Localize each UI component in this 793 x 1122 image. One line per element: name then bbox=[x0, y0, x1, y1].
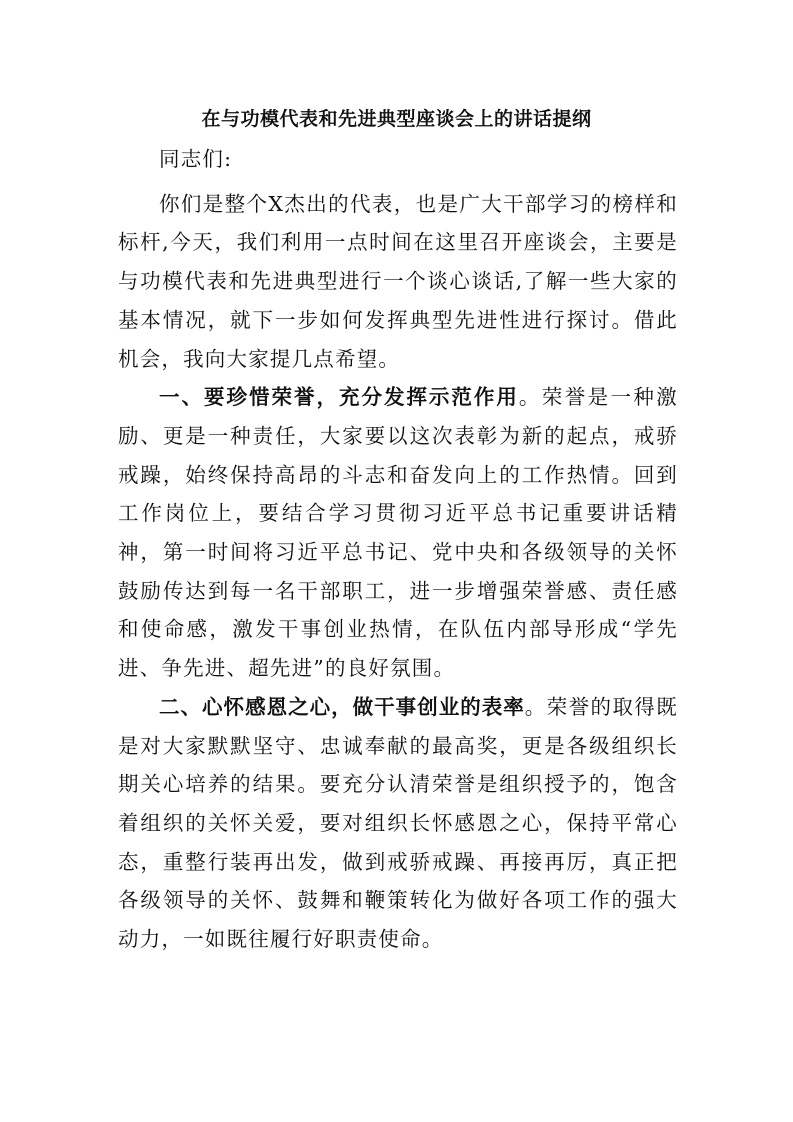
greeting: 同志们: bbox=[159, 147, 233, 171]
section-paragraph-1 bbox=[118, 378, 678, 688]
section-heading-1: 一、要珍惜荣誉，充分发挥示范作用 bbox=[159, 385, 519, 410]
section-text-2: 。荣誉的取得既是对大家默默坚守、忠诚奉献的最高奖，更是各级组织长期关心培养的结果。要充分认清荣誉是组织授予的，饱含着组织的关怀关爱，要对组织长怀感恩之心，保持平常心态，重整行装再出发，做到戒骄戒躁、再接再厉，真正把各级领导的关怀、鼓舞和鞭策转化为做好各项工作的强大动力，一如既往履行好职责使命。 bbox=[118, 694, 678, 952]
intro-paragraph: 你们是整个X杰出的代表，也是广大干部学习的榜样和标杆,今天，我们利用一点时间在这里召开座谈会，主要是与功模代表和先进典型进行一个谈心谈话,了解一些大家的基本情况，就下一步如何发挥典型先进性进行探讨。借此机会，我向大家提几点希望。 bbox=[118, 191, 678, 371]
section-paragraph-2 bbox=[118, 688, 678, 959]
document-body bbox=[118, 140, 678, 959]
section-heading-2: 二、心怀感恩之心，做干事创业的表率 bbox=[159, 694, 525, 719]
section-text-1: 。荣誉是一种激励、更是一种责任，大家要以这次表彰为新的起点，戒骄戒躁，始终保持高昂的斗志和奋发向上的工作热情。回到工作岗位上，要结合学习贯彻习近平总书记重要讲话精神，第一时间将习近平总书记、党中央和各级领导的关怀鼓励传达到每一名干部职工，进一步增强荣誉感、责任感和使命感，激发干事创业热情，在队伍内部导形成“学先进、争先进、超先进”的良好氛围。 bbox=[118, 385, 678, 681]
document-title: 在与功模代表和先进典型座谈会上的讲话提纲 bbox=[201, 108, 592, 130]
